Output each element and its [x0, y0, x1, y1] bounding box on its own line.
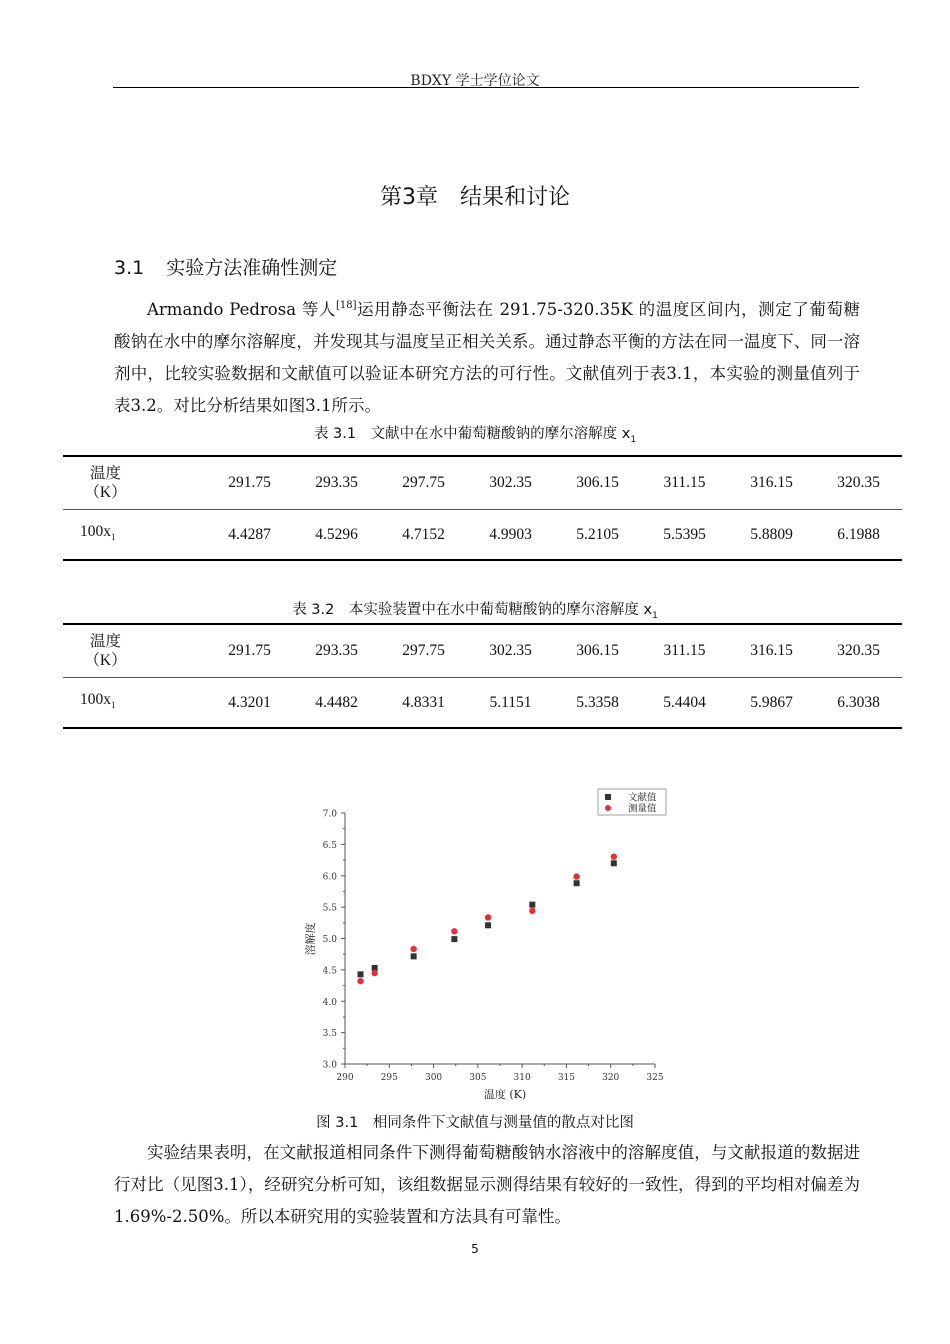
- citation-ref: [18]: [336, 300, 357, 311]
- data-point-literature: [485, 922, 491, 928]
- chart-y-label: 溶解度: [304, 922, 317, 956]
- data-point-literature: [451, 936, 457, 942]
- table1-caption: [0, 422, 950, 445]
- table1-x-header-text: 100x: [80, 522, 111, 540]
- data-point-measured: [410, 946, 416, 952]
- table-cell: 5.2105: [576, 525, 619, 543]
- table2-temp-header-line2: （K）: [84, 652, 127, 669]
- table-cell: 6.1988: [837, 525, 880, 543]
- table2-temp-row: [63, 624, 902, 678]
- table1-caption-sub: 1: [630, 434, 637, 445]
- table-cell: 4.8331: [402, 693, 445, 711]
- scatter-chart: [300, 785, 680, 1105]
- table-cell: 5.1151: [489, 693, 532, 711]
- table1-temp-header-line2: （K）: [84, 484, 127, 501]
- x-tick-label: 320: [602, 1073, 620, 1083]
- data-point-literature: [411, 953, 417, 959]
- x-tick-label: 325: [646, 1073, 664, 1083]
- legend-marker-circle: [605, 805, 611, 811]
- data-point-measured: [611, 853, 617, 859]
- table-cell: 316.15: [728, 624, 815, 678]
- chart-background: [300, 785, 680, 1105]
- y-tick-label: 7.0: [322, 809, 337, 820]
- chapter-title: 第3章 结果和讨论: [380, 185, 570, 210]
- table2-x-header: [63, 678, 148, 729]
- x-tick-label: 315: [557, 1073, 576, 1083]
- y-tick-label: 6.0: [322, 872, 337, 883]
- chart-x-label: 温度 (K): [483, 1088, 527, 1101]
- data-point-literature: [358, 971, 364, 977]
- table-cell: 4.9903: [489, 525, 532, 543]
- section-number: 3.1: [114, 257, 145, 279]
- table1-x-header-sub: 1: [111, 532, 116, 543]
- table1-value-row: [63, 510, 902, 561]
- table2-x-header-sub: 1: [111, 700, 116, 711]
- table-cell: 293.35: [293, 624, 380, 678]
- table1-temp-header-line1: 温度: [89, 465, 121, 482]
- table-cell: 4.4287: [228, 525, 271, 543]
- section-heading: [114, 253, 337, 280]
- table-cell: 320.35: [815, 456, 902, 510]
- page-header: BDXY 学士学位论文: [410, 73, 540, 89]
- table1-temp-header: [63, 456, 148, 510]
- table-cell: 306.15: [554, 624, 641, 678]
- y-tick-label: 3.0: [322, 1060, 337, 1071]
- y-tick-label: 3.5: [322, 1029, 337, 1040]
- table2-temp-header-line1: 温度: [89, 633, 121, 650]
- chart-legend: [598, 789, 666, 815]
- table-cell: 320.35: [815, 624, 902, 678]
- table-cell: 291.75: [206, 456, 293, 510]
- x-tick-label: 310: [513, 1073, 531, 1083]
- paragraph-intro-start: Armando Pedrosa 等人: [147, 300, 336, 319]
- table1-caption-text: 表 3.1 文献中在水中葡萄糖酸钠的摩尔溶解度 x: [313, 426, 631, 442]
- x-tick-label: 295: [380, 1073, 398, 1083]
- table1-temp-row: [63, 456, 902, 510]
- table-cell: 4.7152: [402, 525, 445, 543]
- data-point-literature: [611, 860, 617, 866]
- table2-measured: [63, 623, 902, 729]
- table-cell: 316.15: [728, 456, 815, 510]
- paragraph-conclusion: 实验结果表明，在文献报道相同条件下测得葡萄糖酸钠水溶液中的溶解度值，与文献报道的数据进行对比（见图3.1），经研究分析可知，该组数据显示测得结果有较好的一致性，得到的平均相对偏差为1.69%-2.50%。所以本研究用的实验装置和方法具有可靠性。: [114, 1143, 860, 1226]
- table-cell: 297.75: [380, 456, 467, 510]
- legend-label: 测量值: [628, 803, 657, 815]
- table-cell: 6.3038: [837, 693, 880, 711]
- x-tick-label: 300: [424, 1073, 443, 1083]
- y-tick-label: 4.5: [322, 966, 337, 977]
- table-cell: 291.75: [206, 624, 293, 678]
- table-cell: 5.9867: [750, 693, 793, 711]
- table-cell: 4.3201: [228, 693, 271, 711]
- section-title: 实验方法准确性测定: [166, 257, 338, 279]
- data-point-measured: [573, 873, 579, 879]
- table-cell: 311.15: [641, 624, 728, 678]
- table2-value-row: [63, 678, 902, 729]
- data-point-measured: [371, 970, 377, 976]
- table1-x-header: [63, 510, 148, 561]
- table2-x-header-text: 100x: [80, 690, 111, 708]
- y-tick-label: 5.0: [322, 935, 337, 945]
- page-number: 5: [471, 1242, 479, 1256]
- table-cell: 5.5395: [663, 525, 706, 543]
- data-point-measured: [529, 908, 535, 914]
- data-point-measured: [485, 914, 491, 920]
- data-point-literature: [529, 902, 535, 908]
- table-cell: 293.35: [293, 456, 380, 510]
- table-cell: 302.35: [467, 624, 554, 678]
- y-tick-label: 6.5: [322, 840, 337, 851]
- legend-label: 文献值: [628, 792, 657, 804]
- table-cell: 5.3358: [576, 693, 619, 711]
- header-rule: [113, 87, 859, 88]
- y-tick-label: 5.5: [322, 903, 337, 914]
- figure-caption: 图 3.1 相同条件下文献值与测量值的散点对比图: [316, 1115, 634, 1131]
- table2-caption-text: 表 3.2 本实验装置中在水中葡萄糖酸钠的摩尔溶解度 x: [292, 602, 653, 618]
- data-point-measured: [451, 928, 457, 934]
- table2-temp-header: [63, 624, 148, 678]
- paragraph-intro-rest: 运用静态平衡法在 291.75-320.35K 的温度区间内，测定了葡萄糖酸钠在水中的摩尔溶解度，并发现其与温度呈正相关关系。通过静态平衡的方法在同一温度下、同一溶剂中，比较实验数据和文献值可以验证本研究方法的可行性。文献值列于表3.1，本实验的测量值列于表3.2。对比分析结果如图3.1所示。: [114, 300, 861, 415]
- table-cell: 311.15: [641, 456, 728, 510]
- table-cell: 4.5296: [315, 525, 358, 543]
- data-point-literature: [574, 880, 580, 886]
- table-cell: 5.8809: [750, 525, 793, 543]
- table-cell: 302.35: [467, 456, 554, 510]
- y-tick-label: 4.0: [322, 997, 337, 1008]
- table2-caption-sub: 1: [652, 610, 658, 621]
- table-cell: 4.4482: [315, 693, 358, 711]
- table2-caption: [0, 598, 950, 621]
- legend-marker-square: [605, 794, 611, 800]
- x-tick-label: 305: [469, 1073, 487, 1083]
- table-cell: 297.75: [380, 624, 467, 678]
- paragraph-intro: [114, 290, 860, 422]
- table1-literature: [63, 455, 902, 561]
- x-tick-label: 290: [336, 1073, 354, 1083]
- table-cell: 306.15: [554, 456, 641, 510]
- data-point-measured: [357, 978, 363, 984]
- table-cell: 5.4404: [663, 693, 706, 711]
